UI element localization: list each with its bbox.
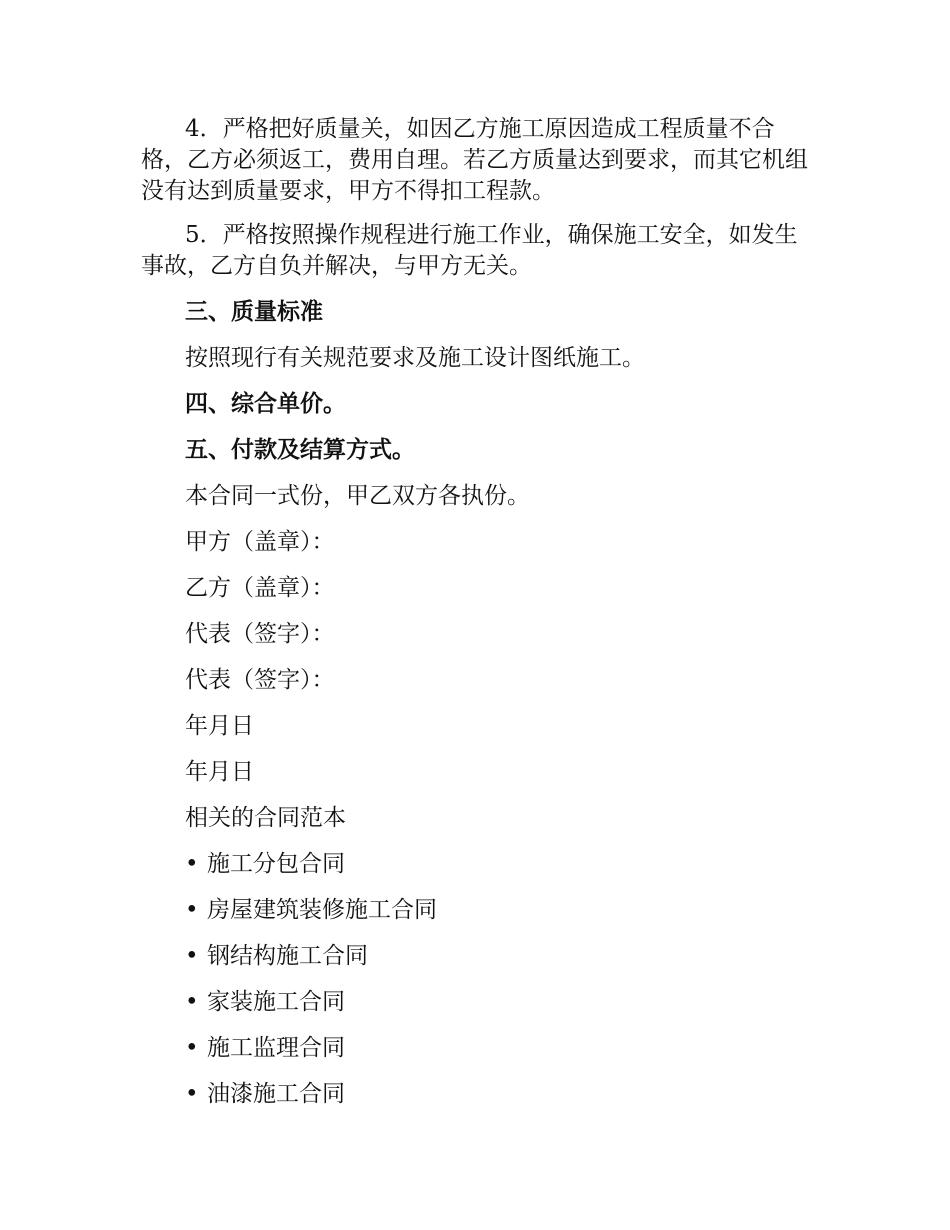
- section-3-heading: 三、质量标准: [185, 299, 323, 325]
- bullet-icon: •: [185, 989, 199, 1015]
- related-contract-link[interactable]: [185, 895, 437, 926]
- related-contract-label: 家装施工合同: [207, 989, 345, 1015]
- clause-5-paragraph: 5．严格按照操作规程进行施工作业，确保施工安全，如发生事故，乙方自负并解决，与甲方无关。: [141, 222, 798, 279]
- date-b-field: 年月日: [185, 759, 254, 785]
- bullet-icon: •: [185, 897, 199, 923]
- section-3-body: 按照现行有关规范要求及施工设计图纸施工。: [185, 345, 645, 371]
- date-a-field: 年月日: [185, 713, 254, 739]
- bullet-icon: •: [185, 1035, 199, 1061]
- bullet-icon: •: [185, 943, 199, 969]
- party-a-seal-field: 甲方（盖章）：: [185, 529, 335, 555]
- related-contract-link[interactable]: [185, 941, 368, 972]
- related-contract-label: 房屋建筑装修施工合同: [207, 897, 437, 923]
- clause-4-paragraph: 4．严格把好质量关，如因乙方施工原因造成工程质量不合格，乙方必须返工，费用自理。若乙方质量达到要求，而其它机组没有达到质量要求，甲方不得扣工程款。: [141, 116, 808, 204]
- bullet-icon: •: [185, 1081, 199, 1107]
- related-contract-link[interactable]: [185, 987, 345, 1018]
- party-b-seal-field: 乙方（盖章）：: [185, 575, 335, 601]
- representative-b-signature-field: 代表（签字）：: [185, 667, 335, 693]
- related-contract-link[interactable]: [185, 1079, 345, 1110]
- representative-a-signature-field: 代表（签字）：: [185, 621, 335, 647]
- section-5-heading: 五、付款及结算方式。: [185, 437, 415, 463]
- bullet-icon: •: [185, 851, 199, 877]
- related-contract-label: 施工分包合同: [207, 851, 345, 877]
- section-4-heading: 四、综合单价。: [185, 391, 346, 417]
- related-contract-link[interactable]: [185, 849, 345, 880]
- related-contract-label: 施工监理合同: [207, 1035, 345, 1061]
- related-contract-label: 油漆施工合同: [207, 1081, 345, 1107]
- related-contract-link[interactable]: [185, 1033, 345, 1064]
- related-contract-label: 钢结构施工合同: [207, 943, 368, 969]
- related-contracts-title: 相关的合同范本: [185, 805, 346, 831]
- section-5-body: 本合同一式份，甲乙双方各执份。: [185, 483, 530, 509]
